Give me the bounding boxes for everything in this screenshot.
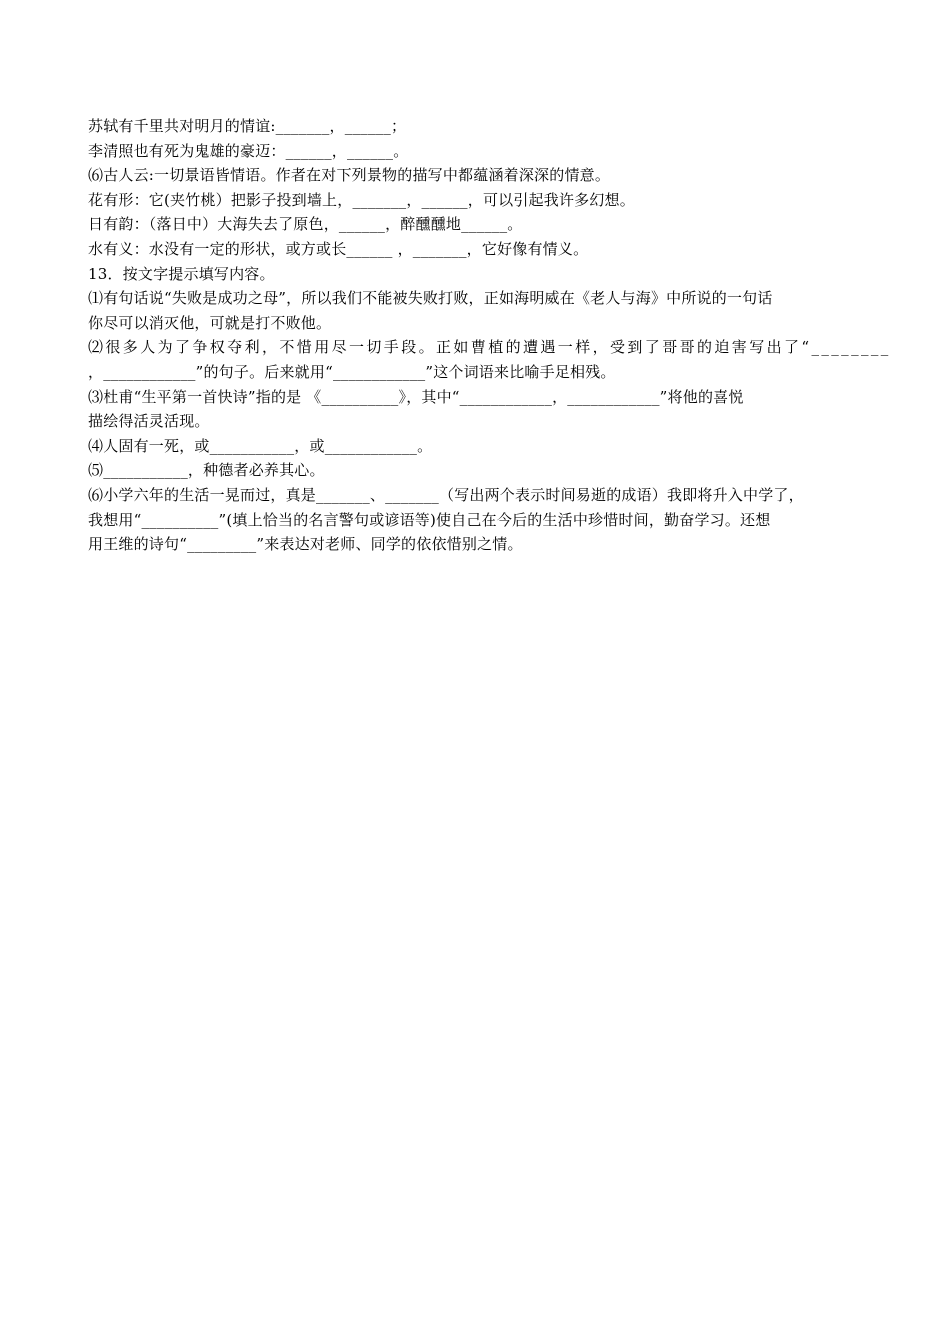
text-line-su-shi: 苏轼有千里共对明月的情谊:_______，______； bbox=[88, 117, 407, 135]
text-line-flower: 花有形：它(夹竹桃）把影子投到墙上，_______，______，可以引起我许多幻想。 bbox=[88, 190, 635, 209]
item-4-line: ⑷人固有一死，或___________，或____________。 bbox=[88, 436, 433, 455]
item-3-line-2: 描绘得活灵活现。 bbox=[88, 412, 210, 431]
text-line-water: 水有义：水没有一定的形状，或方或长______ ，_______，它好像有情义。 bbox=[88, 239, 589, 258]
item-3-line-1: ⑶杜甫“生平第一首快诗”指的是 《__________》，其中“____________，____________”将他的喜悦 bbox=[88, 387, 744, 406]
text-line-li-qingzhao: 李清照也有死为鬼雄的豪迈：______，______。 bbox=[88, 141, 409, 160]
item-1-line-1: ⑴有句话说“失败是成功之母”，所以我们不能被失败打败，正如海明威在《老人与海》中所说的一句话 bbox=[88, 289, 773, 308]
question-13-heading: 13．按文字提示填写内容。 bbox=[88, 264, 275, 283]
item-2-line-2: ，____________”的句子。后来就用“____________”这个词语来比喻手足相残。 bbox=[88, 362, 616, 381]
item-1-line-2: 你尽可以消灭他，可就是打不败他。 bbox=[88, 313, 332, 332]
item-2-line-1: ⑵很多人为了争权夺利，不惜用尽一切手段。正如曹植的遭遇一样，受到了哥哥的迫害写出了“________ bbox=[88, 338, 891, 357]
item-6-line-2: 我想用“__________”(填上恰当的名言警句或谚语等)使自己在今后的生活中珍惜时间，勤奋学习。还想 bbox=[88, 510, 771, 529]
text-line-sun: 日有韵：（落日中）大海失去了原色，______，醉醺醺地______。 bbox=[88, 215, 523, 234]
item-6-line-1: ⑹小学六年的生活一晃而过，真是_______、_______（写出两个表示时间易逝的成语）我即将升入中学了， bbox=[88, 485, 804, 504]
item-5-line: ⑸___________，种德者必养其心。 bbox=[88, 461, 325, 480]
worksheet-page bbox=[88, 114, 938, 557]
text-line-scenery-intro: ⑹古人云:一切景语皆情语。作者在对下列景物的描写中都蕴涵着深深的情意。 bbox=[88, 166, 611, 185]
item-6-line-3: 用王维的诗句“_________”来表达对老师、同学的依依惜别之情。 bbox=[88, 535, 523, 554]
